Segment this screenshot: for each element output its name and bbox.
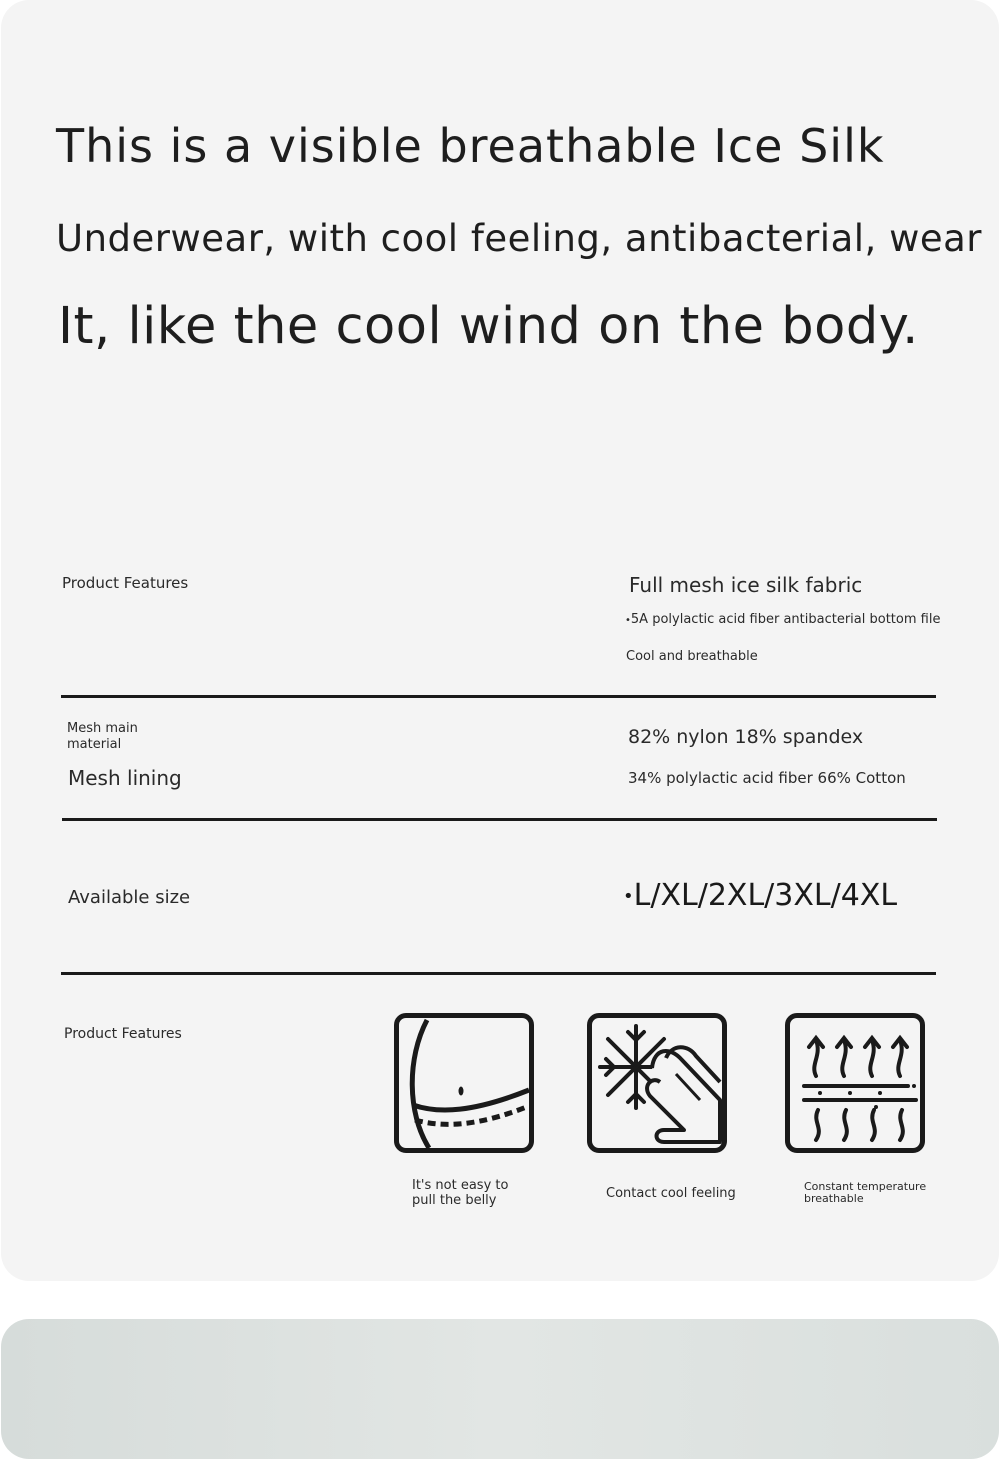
size-value: •L/XL/2XL/3XL/4XL (623, 878, 898, 913)
feature-caption: Constant temperature breathable (804, 1180, 927, 1205)
feature-caption: Contact cool feeling (606, 1186, 736, 1201)
next-section-card (1, 1319, 999, 1459)
intro-line-3: It, like the cool wind on the body. (58, 297, 919, 356)
features-line-2: Cool and breathable (626, 649, 758, 664)
product-info-card (1, 0, 999, 1281)
intro-line-1: This is a visible breathable Ice Silk (56, 119, 885, 173)
bullet-icon: • (623, 886, 634, 907)
main-material-value: 82% nylon 18% spandex (628, 726, 864, 748)
breathable-layers-icon (785, 1013, 925, 1153)
main-material-label: Mesh main material (67, 721, 138, 752)
snowflake-hand-icon (587, 1013, 727, 1153)
features-label: Product Features (62, 574, 189, 592)
bullet-icon: • (625, 615, 631, 626)
features-title: Full mesh ice silk fabric (629, 573, 863, 597)
size-label: Available size (68, 887, 191, 908)
product-features-label: Product Features (64, 1026, 182, 1042)
feature-caption: It's not easy to pull the belly (412, 1178, 509, 1208)
lining-label: Mesh lining (68, 766, 182, 790)
divider (61, 972, 936, 975)
features-line-1: •5A polylactic acid fiber antibacterial bottom file (625, 612, 941, 627)
divider (61, 695, 936, 698)
lining-value: 34% polylactic acid fiber 66% Cotton (628, 769, 906, 787)
divider (62, 818, 937, 821)
next-section-heading-fragment (59, 1397, 91, 1459)
belly-icon (394, 1013, 534, 1153)
intro-line-2: Underwear, with cool feeling, antibacterial, wear (56, 217, 982, 260)
